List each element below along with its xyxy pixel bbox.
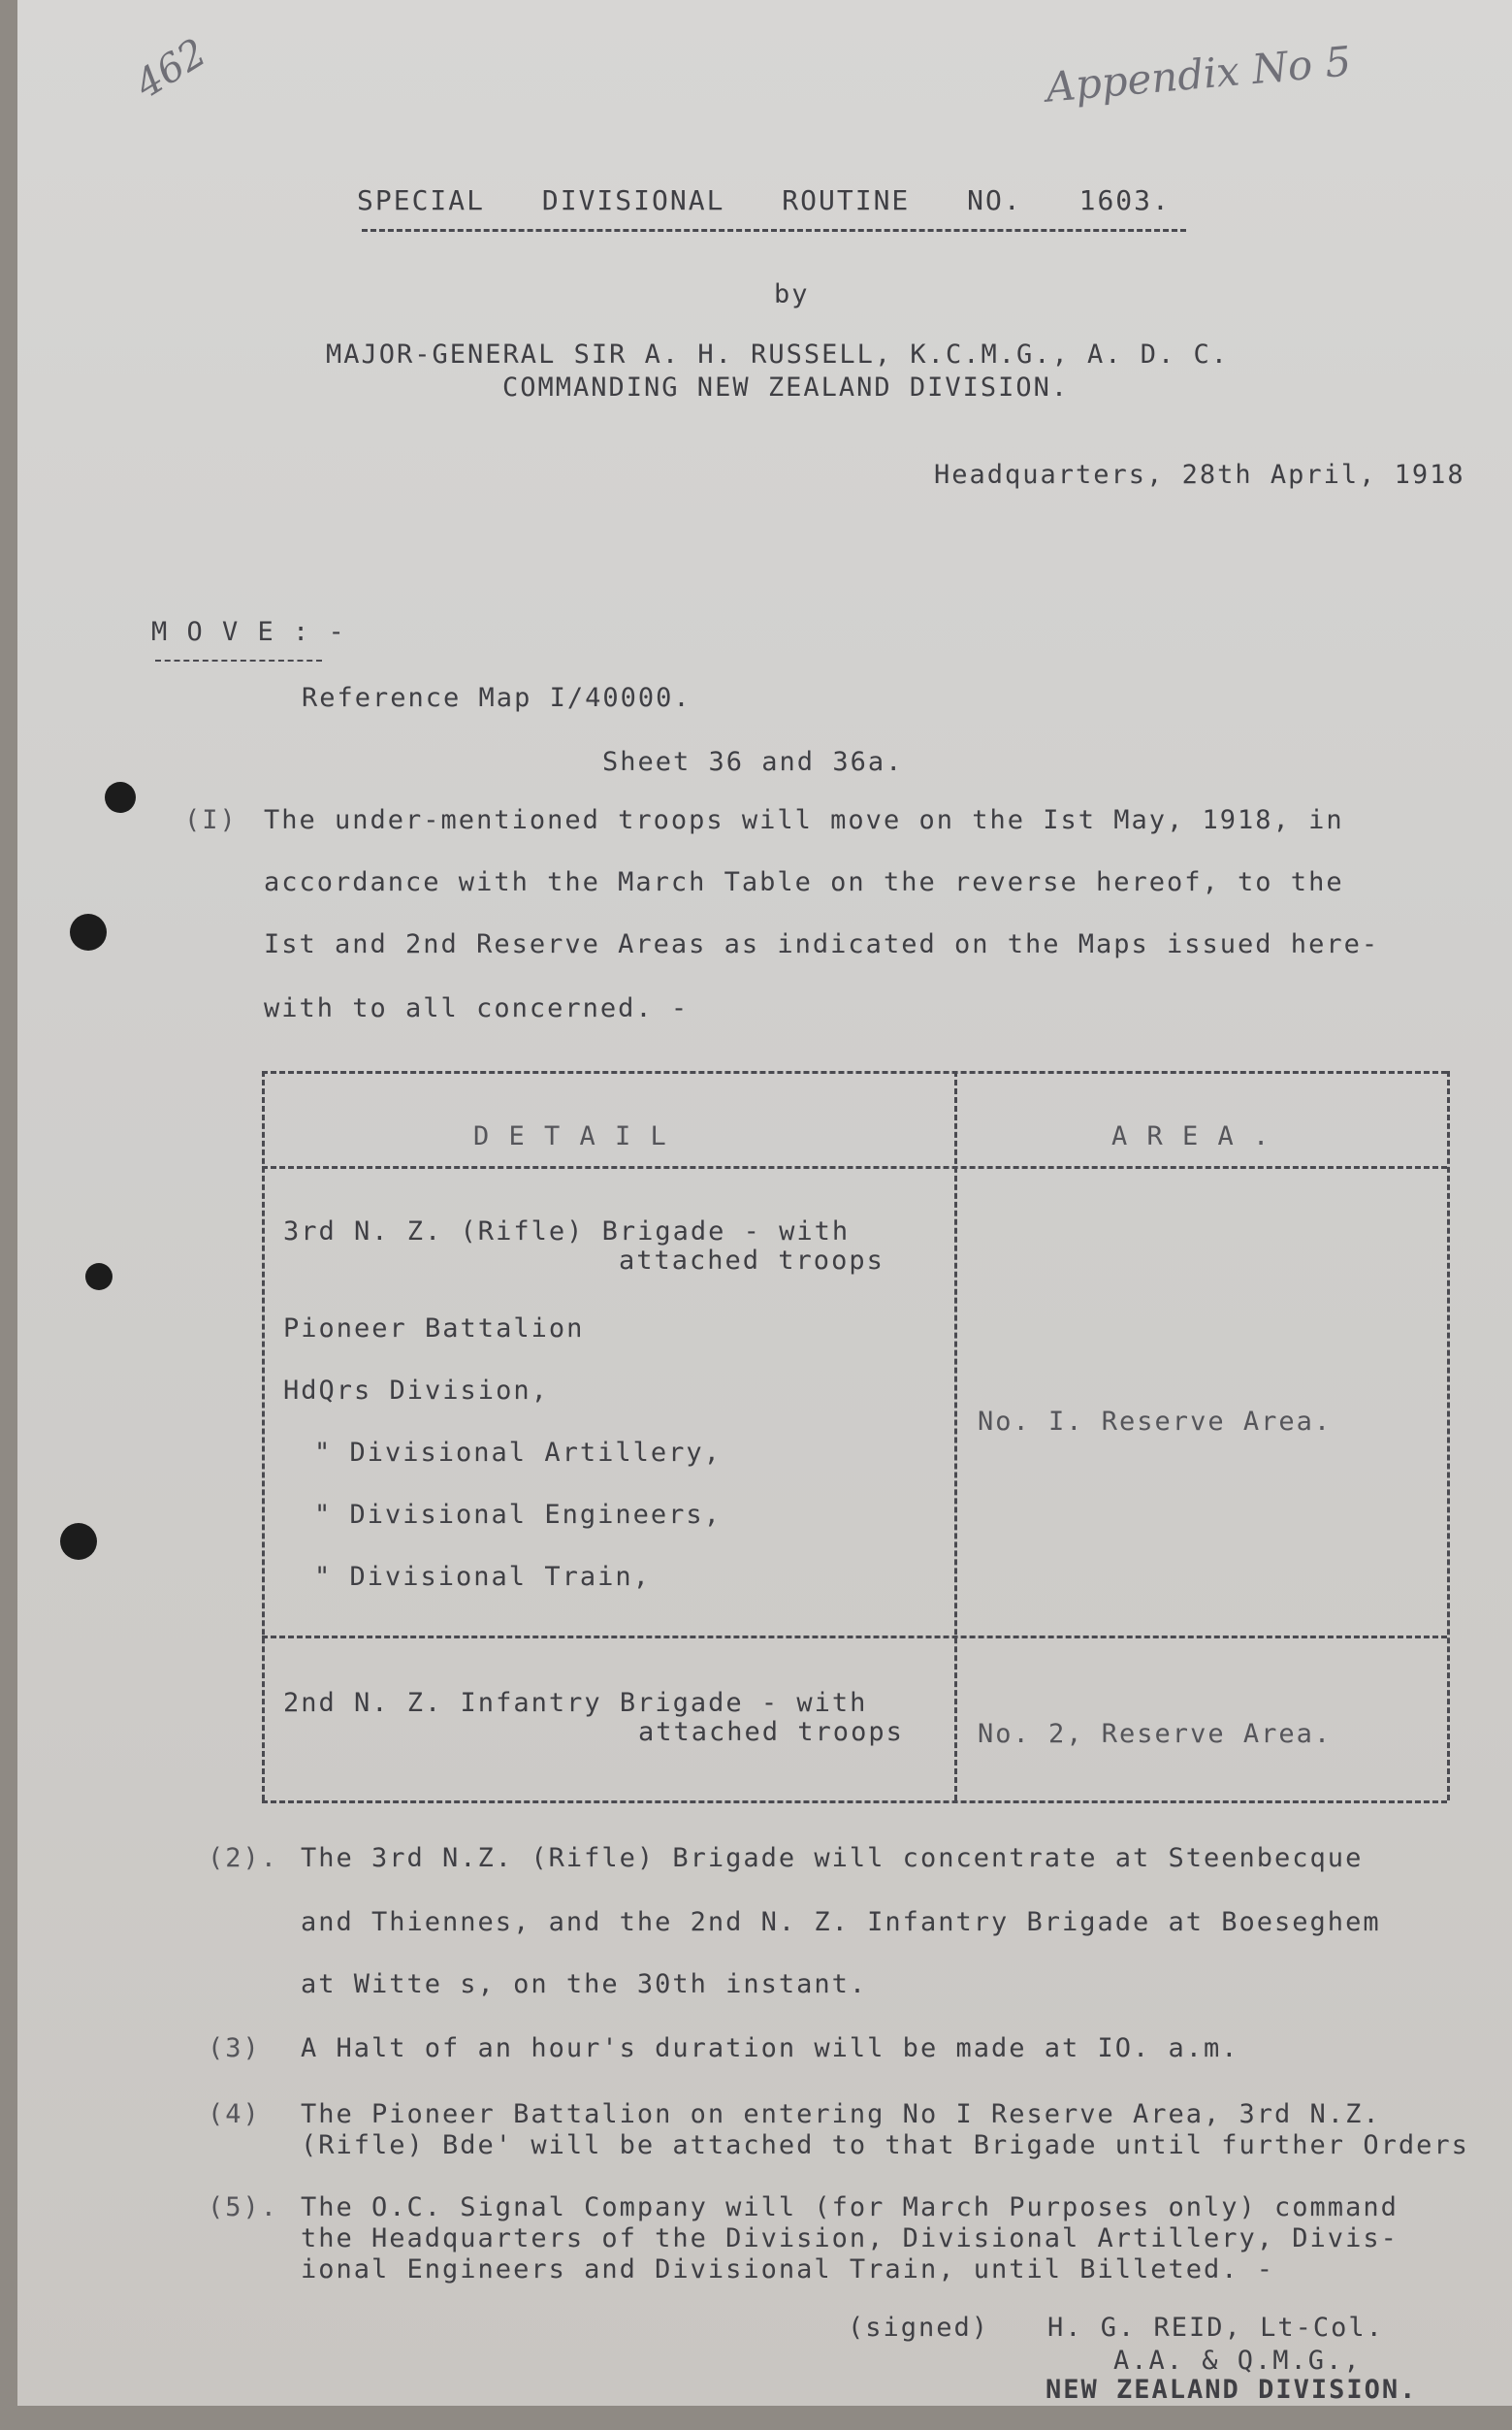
by-line: by: [774, 279, 810, 309]
table-border: [262, 1636, 1447, 1638]
paragraph-line: The O.C. Signal Company will (for March Purposes only) command: [301, 2192, 1399, 2222]
paragraph-line: Ist and 2nd Reserve Areas as indicated on the Maps issued here-: [264, 929, 1380, 959]
paragraph-line: A Halt of an hour's duration will be made at IO. a.m.: [301, 2033, 1239, 2063]
paragraph-line: with to all concerned. -: [264, 993, 690, 1023]
signatory-unit: NEW ZEALAND DIVISION.: [1046, 2375, 1418, 2405]
table-cell-detail: 3rd N. Z. (Rifle) Brigade - with: [283, 1216, 851, 1247]
punch-hole: [105, 782, 136, 813]
punch-hole: [60, 1523, 97, 1560]
table-border: [262, 1071, 265, 1800]
section-heading: M O V E : -: [151, 617, 346, 647]
table-cell-area: No. I. Reserve Area.: [978, 1407, 1333, 1437]
table-border: [262, 1800, 1447, 1803]
table-cell-detail: attached troops: [619, 1246, 885, 1276]
paragraph-number: (5).: [208, 2192, 279, 2222]
paragraph-number: (I): [184, 805, 238, 835]
table-cell-detail: " Divisional Engineers,: [314, 1500, 722, 1530]
title-underline: [362, 229, 1186, 232]
punch-hole: [85, 1263, 113, 1290]
paragraph-line: and Thiennes, and the 2nd N. Z. Infantry Brigade at Boeseghem: [301, 1907, 1381, 1937]
paragraph-line: at Witte s, on the 30th instant.: [301, 1969, 868, 1999]
headquarters-date: Headquarters, 28th April, 1918: [934, 460, 1465, 490]
section-underline: [155, 660, 322, 662]
paragraph-number: (2).: [208, 1843, 279, 1873]
punch-hole: [70, 914, 107, 951]
paragraph-number: (3): [208, 2033, 261, 2063]
paragraph-line: ional Engineers and Divisional Train, until Billeted. -: [301, 2254, 1275, 2284]
table-cell-detail: Pioneer Battalion: [283, 1313, 585, 1344]
table-cell-detail: 2nd N. Z. Infantry Brigade - with: [283, 1688, 868, 1718]
author-command-line: COMMANDING NEW ZEALAND DIVISION.: [502, 373, 1070, 403]
table-header-area: A R E A .: [1111, 1121, 1271, 1151]
paragraph-line: The under-mentioned troops will move on the Ist May, 1918, in: [264, 805, 1344, 835]
table-border: [262, 1166, 1447, 1169]
table-cell-area: No. 2, Reserve Area.: [978, 1719, 1333, 1749]
author-line: MAJOR-GENERAL SIR A. H. RUSSELL, K.C.M.G., A. D. C.: [326, 340, 1230, 370]
paragraph-line: accordance with the March Table on the reverse hereof, to the: [264, 867, 1344, 897]
document-page: [17, 0, 1512, 2406]
table-header-detail: D E T A I L: [473, 1121, 668, 1151]
paragraph-line: (Rifle) Bde' will be attached to that Brigade until further Orders: [301, 2130, 1469, 2160]
table-border: [954, 1071, 957, 1800]
paragraph-number: (4): [208, 2099, 261, 2129]
folio-number: 462: [127, 30, 214, 108]
appendix-label: Appendix No 5: [1044, 37, 1354, 112]
document-title: SPECIAL DIVISIONAL ROUTINE NO. 1603.: [357, 184, 1171, 216]
table-cell-detail: attached troops: [638, 1717, 904, 1747]
sheet-reference: Sheet 36 and 36a.: [602, 747, 904, 777]
table-cell-detail: " Divisional Artillery,: [314, 1438, 722, 1468]
paragraph-line: The 3rd N.Z. (Rifle) Brigade will concentrate at Steenbecque: [301, 1843, 1364, 1873]
paragraph-line: The Pioneer Battalion on entering No I Reserve Area, 3rd N.Z.: [301, 2099, 1381, 2129]
signed-label: (signed): [848, 2313, 990, 2343]
table-cell-detail: HdQrs Division,: [283, 1376, 549, 1406]
table-cell-detail: " Divisional Train,: [314, 1562, 651, 1592]
signatory-role: A.A. & Q.M.G.,: [1113, 2346, 1362, 2376]
reference-map: Reference Map I/40000.: [302, 683, 692, 713]
table-border: [262, 1071, 1447, 1074]
signatory-name: H. G. REID, Lt-Col.: [1047, 2313, 1384, 2343]
paragraph-line: the Headquarters of the Division, Divisional Artillery, Divis-: [301, 2223, 1399, 2253]
table-border: [1447, 1071, 1450, 1800]
